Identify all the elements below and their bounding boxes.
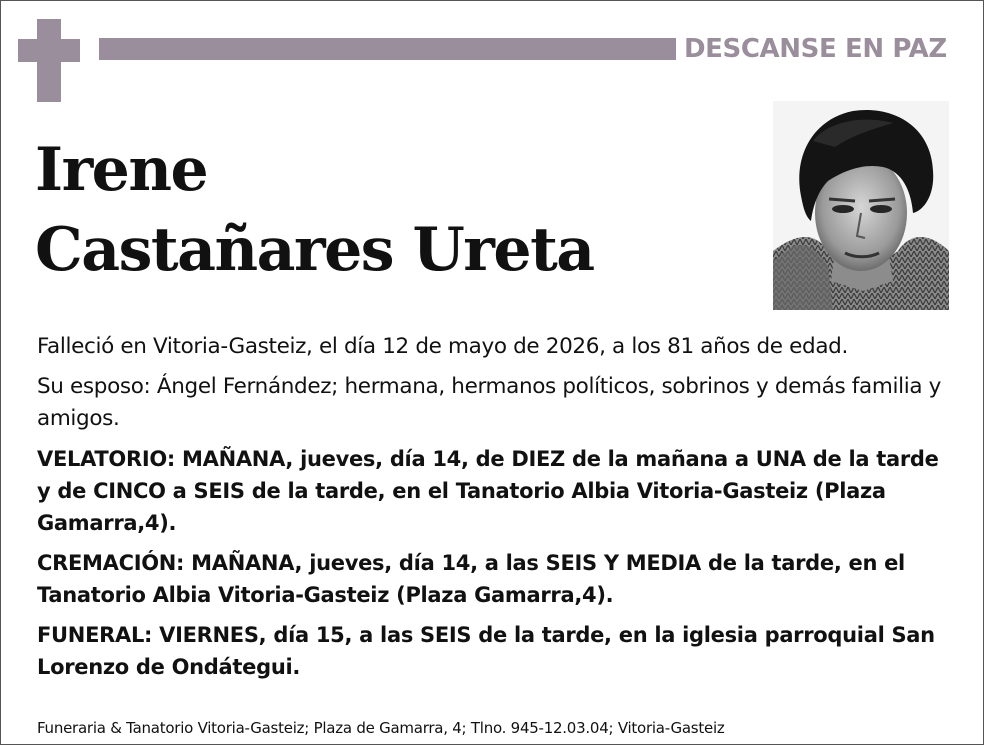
header-rule: [99, 38, 676, 60]
family-notice: Su esposo: Ángel Fernández; hermana, hermanos políticos, sobrinos y demás familia y amigos.: [37, 374, 941, 431]
funeral-home-footer: Funeraria & Tanatorio Vitoria-Gasteiz; Plaza de Gamarra, 4; Tlno. 945-12.03.04; Vitoria-Gasteiz: [37, 719, 725, 737]
death-notice: Falleció en Vitoria-Gasteiz, el día 12 de mayo de 2026, a los 81 años de edad.: [37, 334, 848, 359]
portrait-photo: [773, 101, 949, 310]
deceased-first-name: Irene: [35, 135, 208, 205]
cross-horizontal-bar: [18, 39, 80, 62]
deceased-surnames: Castañares Ureta: [35, 215, 594, 285]
obituary-body: [37, 331, 957, 691]
cremation-notice: CREMACIÓN: MAÑANA, jueves, día 14, a las SEIS Y MEDIA de la tarde, en el Tanatorio Albia Vitoria-Gasteiz (Plaza Gamarra,4).: [37, 551, 905, 607]
funeral-notice: FUNERAL: VIERNES, día 15, a las SEIS de la tarde, en la iglesia parroquial San Lorenzo de Ondátegui.: [37, 623, 935, 679]
header-label: DESCANSE EN PAZ: [684, 34, 947, 64]
wake-notice: VELATORIO: MAÑANA, jueves, día 14, de DIEZ de la mañana a UNA de la tarde y de CINCO a SEIS de la tarde, en el Tanatorio Albia Vitoria-Gasteiz (Plaza Gamarra,4).: [37, 447, 939, 535]
